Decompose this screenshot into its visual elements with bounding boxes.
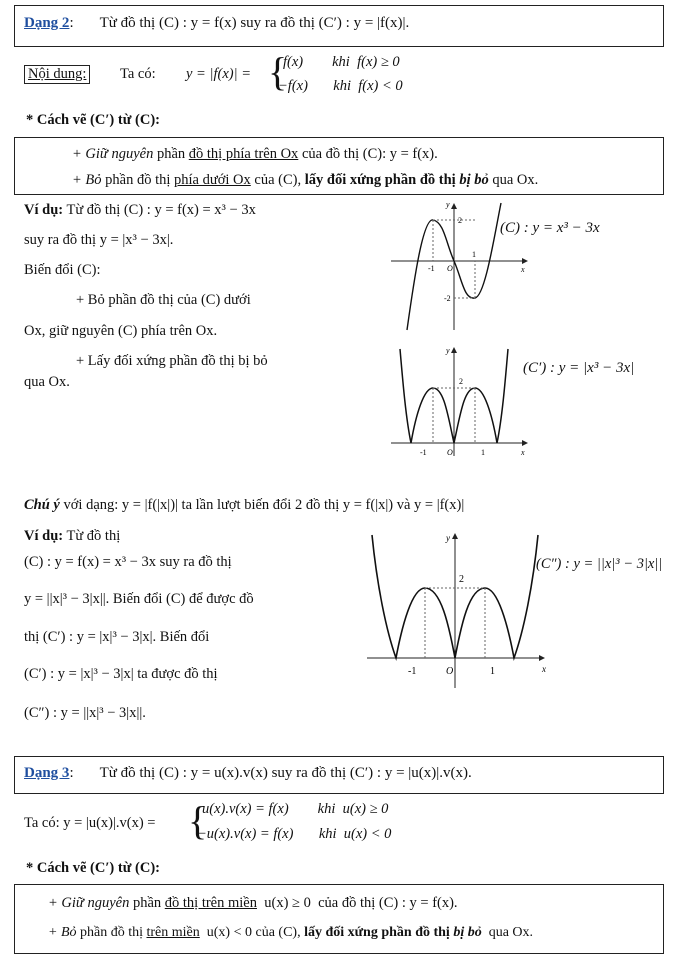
graph1-tm1: -1: [428, 264, 435, 273]
vidu2-l3: y = ||x|³ − 3|x||. Biến đổi (C) để được đồ: [24, 591, 254, 607]
taco3-brace: {: [188, 798, 208, 843]
dang3-text: : Từ đồ thị (C) : y = u(x).v(x) suy ra đồ thị (C′) : y = |u(x)|.v(x).: [69, 765, 472, 781]
graph3-t1: 1: [490, 666, 495, 677]
graph2-x: x: [521, 448, 525, 457]
taco3-case2: −u(x).v(x) = f(x) khi u(x) < 0: [197, 826, 392, 842]
graph2-t2: 2: [459, 377, 463, 386]
vidu1-l7: qua Ox.: [24, 374, 70, 390]
graph3-tm1: -1: [408, 666, 417, 677]
graph2-tm1: -1: [420, 448, 427, 457]
rule1-line2: + Bỏ phần đồ thị phía dưới Ox của (C), lấy đối xứng phần đồ thị bị bỏ qua Ox.: [72, 172, 539, 188]
dang2-text: : Từ đồ thị (C) : y = f(x) suy ra đồ thị (C′) : y = |f(x)|.: [69, 15, 410, 31]
vidu2-l2: (C) : y = f(x) = x³ − 3x suy ra đồ thị: [24, 554, 232, 570]
graph1: [386, 198, 531, 336]
dang2-heading: [24, 15, 409, 32]
noidung-case2: −f(x) khi f(x) < 0: [278, 78, 403, 94]
dang3-heading: [24, 765, 472, 782]
noidung-taco: Ta có:: [120, 66, 156, 82]
vidu1-l3: Biến đổi (C):: [24, 262, 101, 278]
graph3-y: y: [446, 533, 450, 543]
rule2-line1: + Giữ nguyên phần đồ thị trên miền u(x) ≥ 0 của đồ thị (C) : y = f(x).: [48, 895, 458, 911]
rule1-line1: + Giữ nguyên phần đồ thị phía trên Ox của đồ thị (C): y = f(x).: [72, 146, 438, 162]
vidu2-l4: thị (C′) : y = |x|³ − 3|x|. Biến đổi: [24, 629, 210, 645]
graph3: [362, 530, 552, 690]
dang2-label: Dạng 2: [24, 15, 70, 31]
noidung-case1: f(x) khi f(x) ≥ 0: [283, 54, 400, 70]
vidu2-l5: (C′) : y = |x|³ − 3|x| ta được đồ thị: [24, 666, 218, 682]
graph1-t1: 1: [472, 250, 476, 259]
vidu2-l6: (C″) : y = ||x|³ − 3|x||.: [24, 705, 146, 721]
graph1-o: O: [447, 264, 453, 273]
taco3-lhs: Ta có: y = |u(x)|.v(x) =: [24, 815, 156, 831]
vidu1-l4: + Bỏ phần đồ thị của (C) dưới: [76, 292, 251, 308]
graph3-label: (C″) : y = ||x|³ − 3|x||: [536, 556, 663, 572]
vidu1-l5: Ox, giữ nguyên (C) phía trên Ox.: [24, 323, 218, 339]
graph3-x: x: [542, 664, 546, 674]
vidu1-l2: suy ra đồ thị y = |x³ − 3x|.: [24, 232, 174, 248]
graph1-x: x: [521, 265, 525, 274]
graph1-y: y: [446, 200, 450, 209]
noidung-label: Nội dung:: [24, 65, 90, 84]
chuy-line: Chú ý với dạng: y = |f(|x|)| ta lần lượt biến đổi 2 đồ thị y = f(|x|) và y = |f(x)|: [24, 497, 465, 513]
graph2-label: (C′) : y = |x³ − 3x|: [523, 360, 635, 376]
cachve1-title: * Cách vẽ (C′) từ (C):: [26, 112, 160, 128]
vidu2-l1: Ví dụ: Từ đồ thị: [24, 528, 121, 544]
noidung-lhs: y = |f(x)| =: [186, 66, 251, 82]
graph1-t2: 2: [458, 216, 462, 225]
graph1-tm2: -2: [444, 294, 451, 303]
cachve2-title: * Cách vẽ (C′) từ (C):: [26, 860, 160, 876]
graph3-o: O: [446, 666, 454, 677]
graph2-o: O: [447, 448, 453, 457]
graph2-t1: 1: [481, 448, 485, 457]
vidu1-l6: + Lấy đối xứng phần đồ thị bị bỏ: [76, 353, 268, 369]
taco3-case1: u(x).v(x) = f(x) khi u(x) ≥ 0: [202, 801, 389, 817]
noidung-brace: {: [268, 49, 288, 94]
rule2-line2: + Bỏ phần đồ thị trên miền u(x) < 0 của (C), lấy đối xứng phần đồ thị bị bỏ qua Ox.: [48, 925, 534, 940]
graph1-label: (C) : y = x³ − 3x: [500, 220, 600, 236]
dang3-label: Dạng 3: [24, 765, 70, 781]
vidu1-l1: Ví dụ: Từ đồ thị (C) : y = f(x) = x³ − 3x: [24, 202, 256, 218]
graph3-t2: 2: [459, 574, 464, 585]
graph2-y: y: [446, 346, 450, 355]
graph2: [386, 344, 531, 462]
